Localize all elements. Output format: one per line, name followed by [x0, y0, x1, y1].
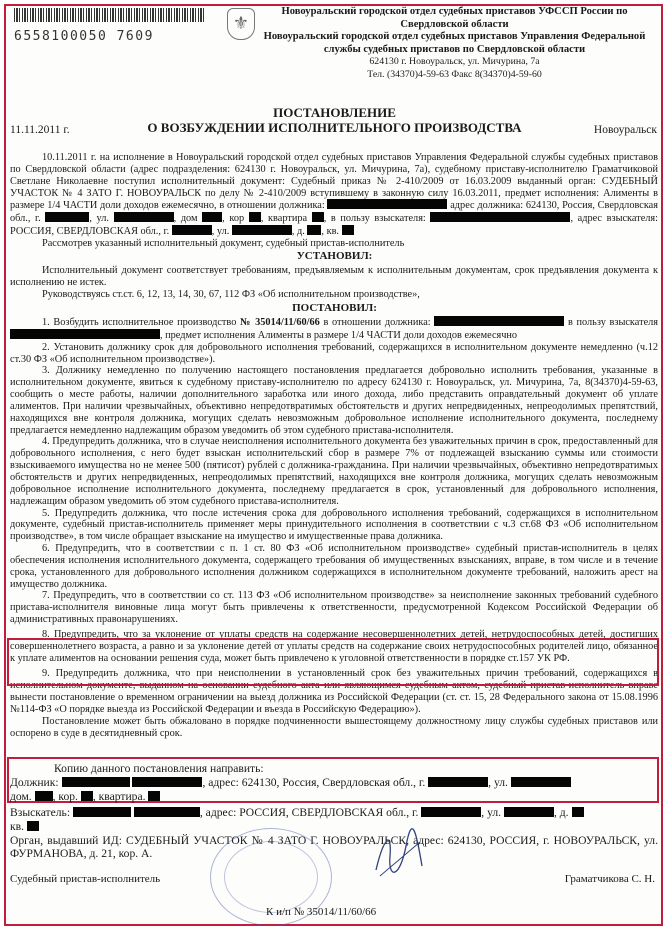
- item2: 2. Установить должнику срок для добровольного исполнения требований, содержащихся в исполнительном документе немедленно (ч.12 ст.30 ФЗ «Об исполнительном производстве»).: [10, 341, 658, 365]
- redaction: [10, 329, 160, 339]
- redaction: [430, 212, 570, 222]
- intro-house: , дом: [173, 213, 198, 225]
- claimant-label: Взыскатель:: [10, 806, 71, 819]
- item5: 5. Предупредить должника, что после истечения срока для добровольного исполнения требований, содержащихся в исполнительном документе, судебный пристав-исполнитель применяет меры принудительного исполнения в соответствии с ч.3 ст.68 ФЗ «Об исполнительном производстве», в том числе обращает взыскание на имущество и имущественные права должника.: [10, 507, 658, 543]
- barcode-number: 6558100050 7609: [14, 29, 154, 44]
- claimant-flat: кв.: [10, 819, 25, 833]
- item1-text: 1. Возбудить исполнительное производство: [42, 317, 237, 328]
- signature: [370, 826, 430, 884]
- redaction: [27, 821, 39, 831]
- intro-claimant-street: , ул.: [211, 226, 230, 238]
- redaction: [312, 212, 324, 222]
- issuer: Орган, выдавший ИД: СУДЕБНЫЙ УЧАСТОК № 4 ЗАТО Г. НОВОУРАЛЬСК, адрес: 624130, РОССИЯ, г. НОВОУРАЛЬСК, ул. ФУРМАНОВА, д. 21, кор. А.: [10, 833, 658, 861]
- item1-claimant: в пользу взыскателя: [567, 317, 659, 328]
- redaction: [134, 807, 200, 817]
- intro-considered: Рассмотрев указанный исполнительный документ, судебный пристав-исполнитель: [42, 237, 405, 249]
- intro-claimant-flat: , кв.: [321, 226, 340, 238]
- header-address: 624130 г. Новоуральск, ул. Мичурина, 7а: [369, 56, 540, 68]
- redaction: [428, 777, 488, 787]
- barcode: [14, 8, 204, 22]
- redaction: [421, 807, 481, 817]
- intro-korpus: , кор: [222, 213, 245, 225]
- intro-debtor-address: адрес должника: 624130, Россия, Свердловская обл., г.: [10, 200, 658, 225]
- item3: 3. Должнику немедленно по получению настоящего постановления предлагается добровольно исполнить требования, указанные в исполнительном документе, явиться к судебному приставу-исполнителю по адресу 624130 г. Новоуральск, ул. Мичурина, 7а, 8(34370)4-59-63, сообщить о месте работы, наличии дополнительного заработка или иного дохода, либо представить оправдательный документ об уплате алиментов. При наличии чрезвычайных, объективно непредотвратимых обстоятельств и других непредвиденных, непреодолимых препятствий, находящихся вне контроля должника, могущих сделать невозможным добровольное исполнение исполнительного документа, последнему предлагается немедленно надлежащим образом уведомить об этом судебного пристава-исполнителя.: [10, 365, 658, 436]
- rukovod-text: Руководствуясь ст.ст. 6, 12, 13, 14, 30, 67, 112 ФЗ «Об исполнительном производстве»,: [42, 288, 420, 300]
- document-city: Новоуральск: [593, 124, 657, 136]
- header-line2: Новоуральский городской отдел судебных приставов Управления Федеральной службы судебных приставов по Свердловской области: [263, 31, 646, 55]
- document-subtitle: О ВОЗБУЖДЕНИИ ИСПОЛНИТЕЛЬНОГО ПРОИЗВОДСТВА: [147, 120, 522, 135]
- ustanovil-block: [10, 265, 658, 301]
- sign-title: Судебный пристав-исполнитель: [10, 873, 161, 885]
- ustanovil-text: Исполнительный документ соответствует требованиям, предъявляемым к исполнительным документам, срок предъявления документа к исполнению не истек.: [10, 265, 658, 288]
- item6: 6. Предупредить, что в соответствии с п. 1 ст. 80 ФЗ «Об исполнительном производстве» судебный пристав-исполнитель в целях обеспечения исполнения исполнительного документа, содержащего требования об имущественных взысканиях, вправе, в том числе и в течение срока, установленного для добровольного исполнения должником содержащихся в исполнительном документе требований, наложить арест на имущество должника.: [10, 543, 658, 590]
- document-date: 11.11.2011 г.: [10, 124, 70, 136]
- copy-heading: Копию данного постановления направить:: [54, 762, 264, 775]
- claimant-house: , д.: [553, 806, 569, 819]
- header: [252, 6, 657, 81]
- redaction: [572, 807, 584, 817]
- redaction: [45, 212, 89, 222]
- stamp-inner: [224, 841, 318, 913]
- emblem-icon: ⚜: [227, 8, 255, 40]
- intro-claimant: , в пользу взыскателя:: [323, 213, 426, 225]
- debtor-street: , ул.: [488, 775, 508, 789]
- redaction: [62, 777, 130, 787]
- highlight-item8: [7, 638, 659, 686]
- item1-subject: , предмет исполнения Алименты в размере 1/4 ЧАСТИ доли доходов ежемесячно: [160, 329, 518, 341]
- redaction: [342, 225, 354, 235]
- item8: 8. Предупредить, что за уклонение от уплаты средств на содержание несовершеннолетних детей, нетрудоспособных детей, достигших совершеннолетнего возраста, а равно и за уклонение детей от уплаты средств на содержание своих нетрудоспособных родителей лицо, обязанное к уплате алиментов на основании решения суда, может быть привлечено к уголовной ответственности в порядке ст.157 УК РФ.: [10, 628, 658, 664]
- redaction: [511, 777, 571, 787]
- redaction: [81, 791, 93, 801]
- intro-flat: , квартира: [260, 213, 308, 225]
- redaction: [327, 199, 447, 209]
- ustanovil-heading: УСТАНОВИЛ:: [296, 250, 373, 262]
- item4: 4. Предупредить должника, что в случае неисполнения исполнительного документа без уважительных причин в срок, предоставленный для добровольного исполнения, с него будет взыскан исполнительский сбор в размере 7% от подлежащей взысканию суммы или стоимости взыскиваемого имущества но не менее 500 (пятисот) рублей с должника-гражданина. При наличии чрезвычайных, объективно непредотвратимых обстоятельств и других непредвиденных, непреодолимых препятствий, находящихся вне контроля должника, могущих сделать невозможным добровольное исполнение исполнительного документа, последнему предлагается в срок, установленный для добровольного исполнения, надлежащим образом уведомить об этом судебного пристава-исполнителя.: [10, 436, 658, 507]
- item9: 9. Предупредить должника, что при неисполнении в установленный срок без уважительных причин требований, содержащихся в исполнительном документе, выданном на основании судебного акта или являющимся судебным актом, судебный пристав-исполнитель вправе вынести постановление о временном ограничении на выезд должника из Российской Федерации (ст. ст. 15, 28 Федерального закона от 15.08.1996 №114-ФЗ «О порядке выезда из Российской Федерации и въезда в Российскую Федерацию»).: [10, 668, 658, 715]
- debtor-line2: [10, 790, 658, 804]
- sign-name: Граматчикова С. Н.: [564, 873, 655, 885]
- header-line1: Новоуральский городской отдел судебных приставов УФССП России по Свердловской области: [281, 6, 628, 30]
- claimant-block: [10, 806, 658, 861]
- redaction: [232, 225, 292, 235]
- redaction: [202, 212, 222, 222]
- intro-text: 10.11.2011 г. на исполнение в Новоуральский городской отдел судебных приставов Управления Федеральной службы судебных приставов по Свердловской области (адрес подразделения: 624130 г. Новоуральск, ул. Мичурина, 7а), судебному приставу-исполнителю Граматчиковой Светлане Николаевне поступил исполнительный документ: Судебный приказ № 2-410/2009 от 16.03.2009 выданный орган: СУДЕБНЫЙ УЧАСТОК № 4 ЗАТО Г. НОВОУРАЛЬСК по делу № 2-410/2009 вступившему в законную силу 16.03.2011, предмет исполнения: Алименты в размере 1/4 ЧАСТИ доли доходов ежемесячно, в отношении должника:: [10, 152, 658, 212]
- debtor-line: [10, 776, 658, 790]
- debtor-korpus: , кор.: [52, 789, 78, 803]
- postanovil-heading: ПОСТАНОВИЛ:: [292, 302, 377, 314]
- debtor-house: дом.: [10, 789, 32, 803]
- appeal-text: Постановление может быть обжаловано в порядке подчиненности вышестоящему должностному лицу службы судебных приставов или оспорено в суде в десятидневный срок.: [10, 715, 658, 739]
- redaction: [249, 212, 261, 222]
- debtor-address: , адрес: 624130, Россия, Свердловская обл., г.: [202, 775, 426, 789]
- intro-claimant-address: , адрес взыскателя: РОССИЯ, СВЕРДЛОВСКАЯ обл.: [10, 213, 659, 238]
- copy-block: [10, 762, 658, 803]
- redaction: [73, 807, 131, 817]
- intro-block: [10, 152, 658, 250]
- redaction: [307, 225, 321, 235]
- item7: 7. Предупредить, что в соответствии со ст. 113 ФЗ «Об исполнительном производстве» за неисполнение законных требований судебного пристава-исполнителя виновные лица могут быть привлечены к ответственности, предусмотренной Кодексом Российской Федерации об административных правонарушениях.: [10, 590, 658, 626]
- redaction: [148, 791, 160, 801]
- item1-debtor: в отношении должника:: [323, 317, 431, 328]
- claimant-street: , ул.: [481, 806, 502, 819]
- kip-number: К и/п № 35014/11/60/66: [266, 906, 377, 918]
- redaction: [434, 316, 564, 326]
- claimant-address: , адрес: РОССИЯ, СВЕРДЛОВСКАЯ обл., г.: [199, 806, 419, 819]
- intro-claimant-city: , г.: [158, 226, 170, 238]
- case-number: № 35014/11/60/66: [240, 317, 320, 328]
- redaction: [114, 212, 174, 222]
- debtor-label: Должник:: [10, 775, 59, 789]
- debtor-flat: , квартира.: [92, 789, 146, 803]
- document-title: ПОСТАНОВЛЕНИЕ: [273, 105, 396, 120]
- redaction: [504, 807, 554, 817]
- redaction: [172, 225, 212, 235]
- header-phone: Тел. (34370)4-59-63 Факс 8(34370)4-59-60: [367, 68, 542, 80]
- intro-street: , ул.: [89, 213, 109, 225]
- redaction: [132, 777, 202, 787]
- intro-claimant-house: , д.: [291, 226, 305, 238]
- redaction: [35, 791, 53, 801]
